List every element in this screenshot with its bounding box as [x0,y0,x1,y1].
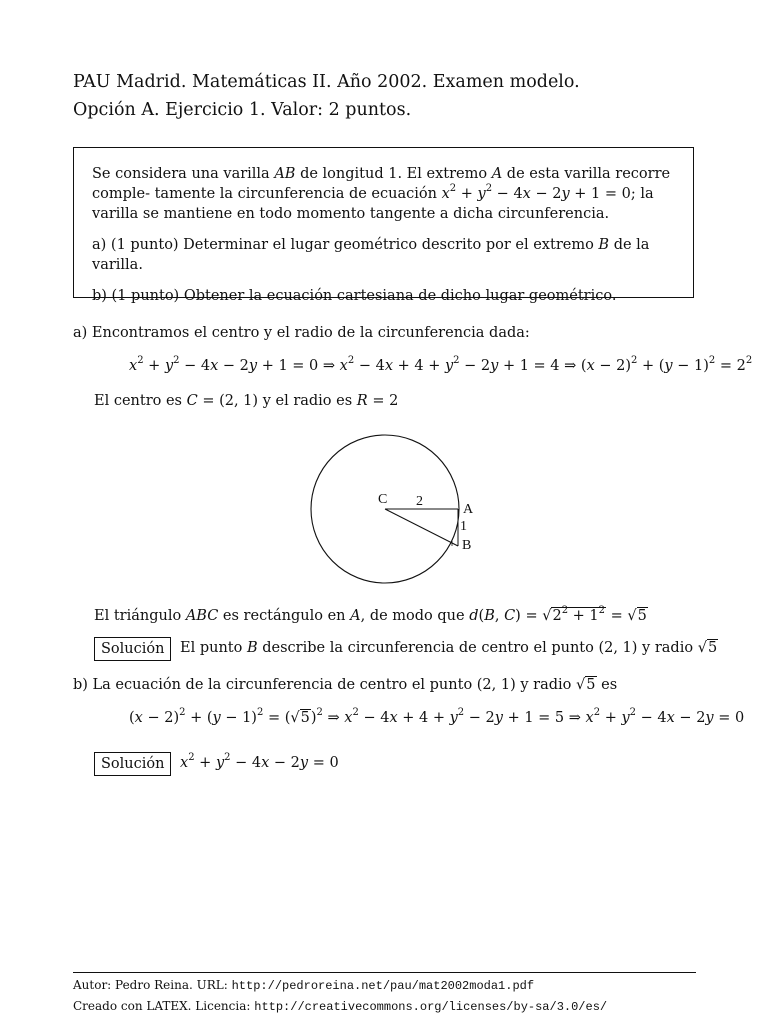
intro-text: Se considera una varilla [92,166,270,182]
triangle-line: El triángulo ABC es rectángulo en A, de modo que d(B, $C) = √2^2 + 1^2 = √5$ [94,605,647,624]
triangle-text: es rectángulo en [222,608,346,624]
hypotenuse-segment [385,509,458,546]
solution-b-intro: b) La ecuación de la circunferencia de centro el punto (2, 1) y radio √5 es [73,677,618,693]
label-c: C [378,492,388,507]
solution-a-text-part: El punto [180,640,243,656]
intro-text: de longitud 1. El extremo [300,166,488,182]
part-a-text: a) (1 punto) Determinar el lugar geométrico descrito por el extremo [92,237,594,253]
footer-license-link[interactable]: http://creativecommons.org/licenses/by-sa/3.0/es/ [254,1000,608,1014]
center-text: El centro es [94,393,182,409]
solution-a-badge: Solución [94,637,171,661]
equation-part-b: $(x - 2)^2 + (y - 1)^2 = (√5)^2$ ⇒ $x^2 - 4x + 4 + y^2 - 2y + 1 = 5$ ⇒ $x^2 + y^2 - 4x - 2y = 0$ [129,707,745,726]
solution-b-text: es [601,677,618,693]
page-title: PAU Madrid. Matemáticas II. Año 2002. Examen modelo. [73,72,580,92]
equation-completing-square: $x^2 + y^2 - 4x - 2y + 1 = 0$ ⇒ $x^2 - 4x + 4 + y^2 - 2y + 1 = 4$ ⇒ $(x - 2)^2 + (y - 1)^2 = 2^2$ [129,355,753,374]
footer-author: Autor: Pedro Reina. URL: [73,978,228,992]
intro-text: tamente la circunferencia de ecuación [154,186,437,202]
intro-text: todo momento tangente a dicha circunferencia. [259,206,610,222]
problem-statement [73,147,694,304]
footer-divider [73,972,696,973]
solution-a-text: El punto B describe la circunferencia de centro el punto (2, 1) y radio √5 [180,640,718,656]
solution-a-intro: a) Encontramos el centro y el radio de la circunferencia dada: [73,325,530,341]
footer-license-line [73,999,607,1014]
solution-a-text-part: describe la circunferencia de centro el punto (2, 1) y radio [262,640,694,656]
intro-text: de esta varilla recorre comple- [92,166,671,202]
exercise-subtitle: Opción A. Ejercicio 1. Valor: 2 puntos. [73,100,412,120]
label-b: B [462,538,472,553]
solution-b-badge: Solución [94,752,171,776]
solution-b-text: b) La ecuación de la circunferencia de centro el punto (2, 1) y radio [73,677,572,693]
triangle-text: , de modo que [360,608,465,624]
label-radius: 2 [416,494,423,509]
footer-license-text: Creado con LATEX. Licencia: [73,999,251,1013]
solution-b-equation: $x^2 + y^2 - 4x - 2y = 0$ [180,752,339,771]
center-radius-line: El centro es C = (2, 1) y el radio es R = 2 [94,393,399,409]
circle-figure [300,425,500,590]
label-tangent: 1 [460,519,467,534]
footer-author-line [73,978,534,993]
footer-pdf-link[interactable]: http://pedroreina.net/pau/mat2002moda1.pdf [231,979,535,993]
part-a: a) (1 punto) Determinar el lugar geométrico descrito por el extremo B de la varilla. [92,237,650,273]
part-b: b) (1 punto) Obtener la ecuación cartesiana de dicho lugar geométrico. [92,288,617,304]
triangle-text: El triángulo [94,608,182,624]
radius-text: y el radio es [262,393,353,409]
part-a-end: de la varilla. [92,237,650,273]
label-a: A [463,502,474,517]
statement-intro: Se considera una varilla AB de longitud 1. El extremo A de esta varilla recorre comple- tamente la circunferencia de ecuación $x^2 + y^2 - 4x - 2y + 1 = 0$; la varilla se mantiene en todo momento tangente a dicha circunferencia. [92,166,671,222]
intro-text: ; la varilla se mantiene en [92,186,654,222]
